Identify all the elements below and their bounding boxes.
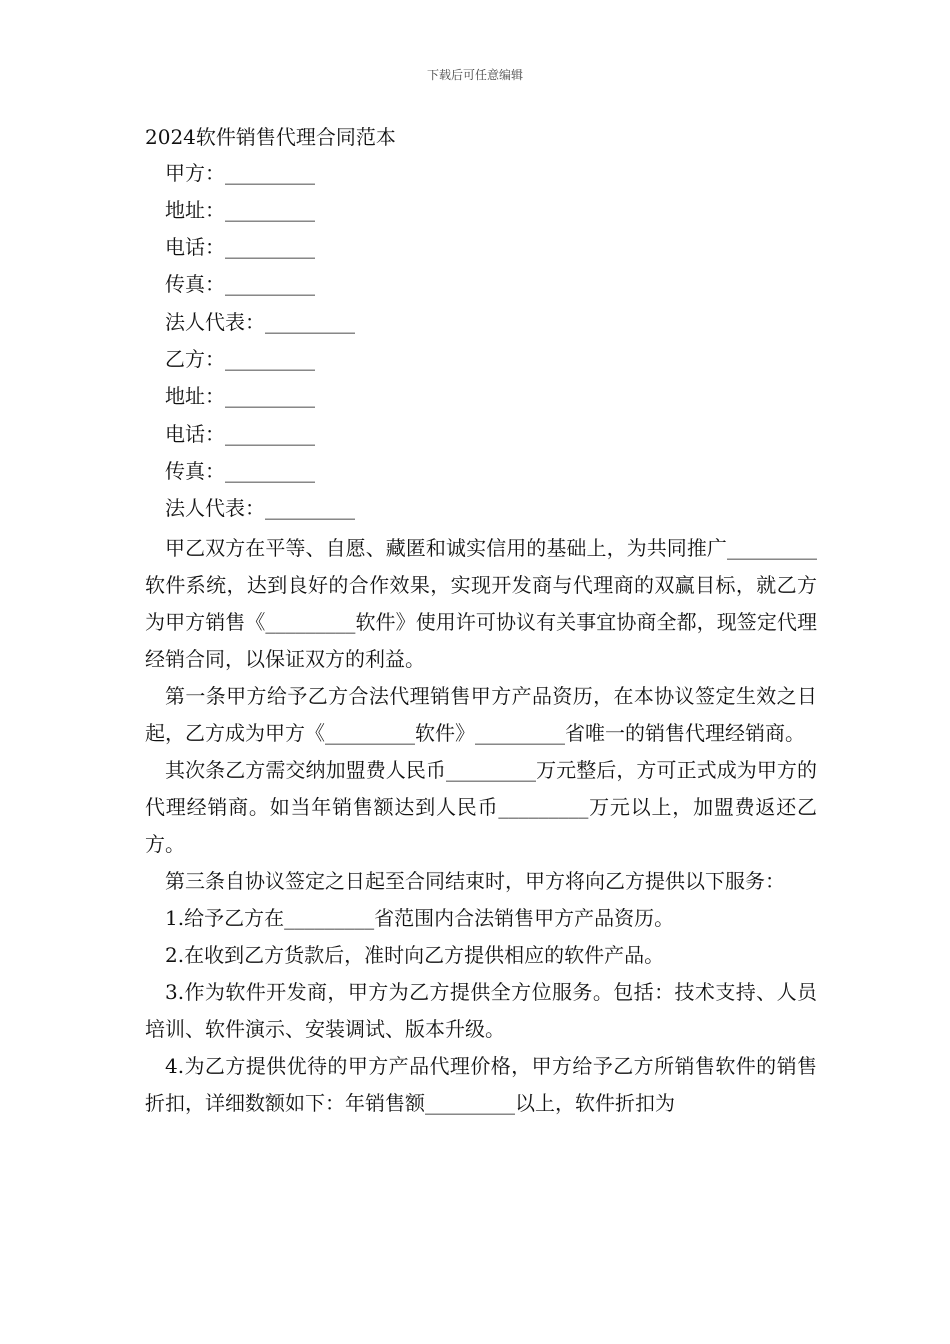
document-title: 2024软件销售代理合同范本 [145, 125, 396, 149]
party-b-legal-rep-field: 法人代表：_________ [165, 496, 355, 520]
service-item-4: 4.为乙方提供优待的甲方产品代理价格，甲方给予乙方所销售软件的销售折扣，详细数额如下：年销售额_________以上，软件折扣为 [145, 1054, 817, 1115]
party-a-legal-rep-field: 法人代表：_________ [165, 310, 355, 334]
page-header: 下载后可任意编辑 [426, 68, 523, 82]
service-item-3: 3.作为软件开发商，甲方为乙方提供全方位服务。包括：技术支持、人员培训、软件演示、安装调试、版本升级。 [145, 980, 817, 1041]
service-item-2: 2.在收到乙方货款后，准时向乙方提供相应的软件产品。 [165, 943, 665, 967]
party-a-name-field: 甲方：_________ [165, 161, 315, 185]
party-a-fax-field: 传真：_________ [165, 272, 315, 296]
party-b-fax-field: 传真：_________ [165, 459, 315, 483]
service-item-1: 1.给予乙方在_________省范围内合法销售甲方产品资历。 [165, 906, 675, 930]
article-3-paragraph: 第三条自协议签定之日起至合同结束时，甲方将向乙方提供以下服务： [165, 869, 785, 893]
party-b-name-field: 乙方：_________ [165, 347, 315, 371]
party-b-phone-field: 电话：_________ [165, 422, 315, 446]
party-b-address-field: 地址：_________ [165, 384, 315, 408]
party-a-phone-field: 电话：_________ [165, 235, 315, 259]
party-a-address-field: 地址：_________ [165, 198, 315, 222]
contract-body [145, 530, 817, 1122]
preamble-paragraph: 甲乙双方在平等、自愿、藏匿和诚实信用的基础上，为共同推广_________软件系统，达到良好的合作效果，实现开发商与代理商的双赢目标，就乙方为甲方销售《_________软件》使用许可协议有关事宜协商全都，现签定代理经销合同，以保证双方的利益。 [145, 536, 817, 671]
article-1-paragraph: 第一条甲方给予乙方合法代理销售甲方产品资历，在本协议签定生效之日起，乙方成为甲方《_________软件》_________省唯一的销售代理经销商。 [145, 684, 817, 745]
article-2-paragraph: 其次条乙方需交纳加盟费人民币_________万元整后，方可正式成为甲方的代理经销商。如当年销售额达到人民币_________万元以上，加盟费返还乙方。 [145, 758, 817, 856]
